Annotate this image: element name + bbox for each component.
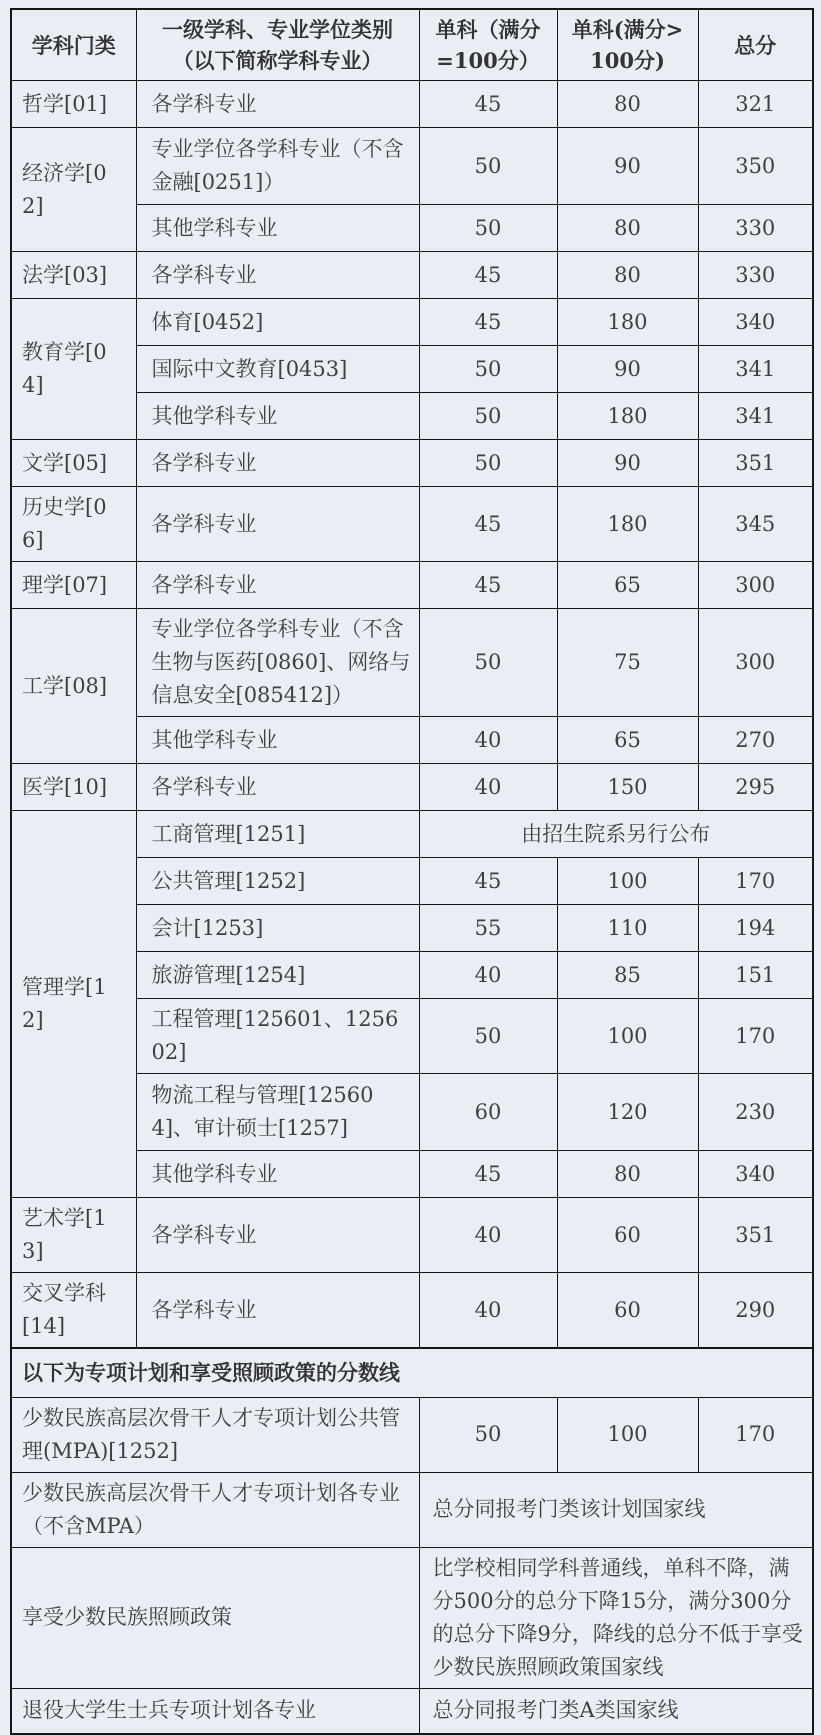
major-cell: 各学科专业 bbox=[136, 252, 419, 299]
score-cell: 65 bbox=[557, 717, 698, 764]
major-cell: 物流工程与管理[125604]、审计硕士[1257] bbox=[136, 1074, 419, 1151]
score-cell: 60 bbox=[419, 1074, 557, 1151]
header-category: 学科门类 bbox=[11, 9, 136, 81]
score-cell: 180 bbox=[557, 299, 698, 346]
total-cell: 230 bbox=[698, 1074, 813, 1151]
table-row bbox=[11, 81, 813, 128]
major-cell: 其他学科专业 bbox=[136, 717, 419, 764]
table-row bbox=[11, 1547, 813, 1688]
major-cell: 各学科专业 bbox=[136, 440, 419, 487]
total-cell: 330 bbox=[698, 205, 813, 252]
major-cell: 工商管理[1251] bbox=[136, 811, 419, 858]
total-cell: 351 bbox=[698, 1198, 813, 1273]
category-cell: 艺术学[13] bbox=[11, 1198, 136, 1273]
category-cell: 工学[08] bbox=[11, 609, 136, 764]
table-row bbox=[11, 128, 813, 205]
score-cell: 50 bbox=[419, 1397, 557, 1472]
total-cell: 300 bbox=[698, 562, 813, 609]
score-cell: 45 bbox=[419, 81, 557, 128]
table-row bbox=[11, 1273, 813, 1349]
major-cell: 各学科专业 bbox=[136, 81, 419, 128]
total-cell: 345 bbox=[698, 487, 813, 562]
table-row bbox=[11, 609, 813, 717]
table-row bbox=[11, 299, 813, 346]
major-cell: 专业学位各学科专业（不含生物与医药[0860]、网络与信息安全[085412]） bbox=[136, 609, 419, 717]
score-cell: 90 bbox=[557, 346, 698, 393]
total-cell: 300 bbox=[698, 609, 813, 717]
score-cell: 45 bbox=[419, 858, 557, 905]
policy-note-cell: 总分同报考门类A类国家线 bbox=[419, 1688, 813, 1734]
score-cell: 50 bbox=[419, 999, 557, 1074]
major-cell: 各学科专业 bbox=[136, 764, 419, 811]
table-row bbox=[11, 1198, 813, 1273]
score-cell: 50 bbox=[419, 205, 557, 252]
header-major: 一级学科、专业学位类别（以下简称学科专业） bbox=[136, 9, 419, 81]
total-cell: 194 bbox=[698, 905, 813, 952]
major-cell: 各学科专业 bbox=[136, 1273, 419, 1349]
table-row bbox=[11, 764, 813, 811]
policy-note-cell: 比学校相同学科普通线，单科不降，满分500分的总分下降15分，满分300分的总分下降9分，降线的总分不低于享受少数民族照顾政策国家线 bbox=[419, 1547, 813, 1688]
header-single-over-100: 单科(满分>100分) bbox=[557, 9, 698, 81]
major-cell: 各学科专业 bbox=[136, 562, 419, 609]
table-row bbox=[11, 1397, 813, 1472]
total-cell: 341 bbox=[698, 346, 813, 393]
major-cell: 各学科专业 bbox=[136, 1198, 419, 1273]
major-cell: 专业学位各学科专业（不含金融[0251]） bbox=[136, 128, 419, 205]
score-cell: 90 bbox=[557, 128, 698, 205]
header-total: 总分 bbox=[698, 9, 813, 81]
score-cell: 110 bbox=[557, 905, 698, 952]
score-cell: 40 bbox=[419, 1273, 557, 1349]
category-cell: 教育学[04] bbox=[11, 299, 136, 440]
score-cell: 50 bbox=[419, 128, 557, 205]
table-row bbox=[11, 1688, 813, 1734]
category-cell: 法学[03] bbox=[11, 252, 136, 299]
score-cell: 120 bbox=[557, 1074, 698, 1151]
special-plan-label: 退役大学生士兵专项计划各专业 bbox=[11, 1688, 419, 1734]
score-cell: 80 bbox=[557, 205, 698, 252]
score-cell: 40 bbox=[419, 1198, 557, 1273]
special-plan-label: 享受少数民族照顾政策 bbox=[11, 1547, 419, 1688]
section-header-row bbox=[11, 1348, 813, 1397]
total-cell: 295 bbox=[698, 764, 813, 811]
category-cell: 医学[10] bbox=[11, 764, 136, 811]
policy-note-cell: 总分同报考门类该计划国家线 bbox=[419, 1472, 813, 1547]
score-cell: 40 bbox=[419, 764, 557, 811]
major-cell: 会计[1253] bbox=[136, 905, 419, 952]
major-cell: 其他学科专业 bbox=[136, 1151, 419, 1198]
score-cell: 180 bbox=[557, 393, 698, 440]
table-row bbox=[11, 487, 813, 562]
score-cell: 45 bbox=[419, 487, 557, 562]
score-cell: 60 bbox=[557, 1273, 698, 1349]
score-cell: 40 bbox=[419, 717, 557, 764]
special-plan-label: 少数民族高层次骨干人才专项计划各专业（不含MPA） bbox=[11, 1472, 419, 1547]
score-cell: 85 bbox=[557, 952, 698, 999]
category-cell: 文学[05] bbox=[11, 440, 136, 487]
total-cell: 270 bbox=[698, 717, 813, 764]
category-cell: 历史学[06] bbox=[11, 487, 136, 562]
score-cell: 50 bbox=[419, 440, 557, 487]
score-cell: 90 bbox=[557, 440, 698, 487]
total-cell: 350 bbox=[698, 128, 813, 205]
score-cell: 50 bbox=[419, 346, 557, 393]
score-cell: 45 bbox=[419, 562, 557, 609]
score-cell: 45 bbox=[419, 299, 557, 346]
total-cell: 290 bbox=[698, 1273, 813, 1349]
score-cell: 60 bbox=[557, 1198, 698, 1273]
score-line-table bbox=[10, 8, 814, 1735]
total-cell: 170 bbox=[698, 1397, 813, 1472]
score-cell: 75 bbox=[557, 609, 698, 717]
major-cell: 公共管理[1252] bbox=[136, 858, 419, 905]
score-cell: 80 bbox=[557, 81, 698, 128]
table-row bbox=[11, 252, 813, 299]
total-cell: 330 bbox=[698, 252, 813, 299]
table-row bbox=[11, 1472, 813, 1547]
total-cell: 151 bbox=[698, 952, 813, 999]
score-cell: 100 bbox=[557, 1397, 698, 1472]
score-cell: 80 bbox=[557, 1151, 698, 1198]
major-cell: 其他学科专业 bbox=[136, 205, 419, 252]
table-header-row bbox=[11, 9, 813, 81]
major-cell: 其他学科专业 bbox=[136, 393, 419, 440]
score-cell: 80 bbox=[557, 252, 698, 299]
score-cell: 150 bbox=[557, 764, 698, 811]
total-cell: 351 bbox=[698, 440, 813, 487]
total-cell: 340 bbox=[698, 299, 813, 346]
table-row bbox=[11, 811, 813, 858]
score-cell: 65 bbox=[557, 562, 698, 609]
category-cell: 经济学[02] bbox=[11, 128, 136, 252]
section-title: 以下为专项计划和享受照顾政策的分数线 bbox=[11, 1348, 813, 1397]
table-row bbox=[11, 440, 813, 487]
score-cell: 45 bbox=[419, 1151, 557, 1198]
score-cell: 100 bbox=[557, 858, 698, 905]
major-cell: 旅游管理[1254] bbox=[136, 952, 419, 999]
score-cell: 100 bbox=[557, 999, 698, 1074]
category-cell: 哲学[01] bbox=[11, 81, 136, 128]
special-plan-label: 少数民族高层次骨干人才专项计划公共管理(MPA)[1252] bbox=[11, 1397, 419, 1472]
category-cell: 管理学[12] bbox=[11, 811, 136, 1198]
score-cell: 40 bbox=[419, 952, 557, 999]
total-cell: 340 bbox=[698, 1151, 813, 1198]
header-single-100: 单科（满分=100分） bbox=[419, 9, 557, 81]
major-cell: 工程管理[125601、125602] bbox=[136, 999, 419, 1074]
category-cell: 交叉学科[14] bbox=[11, 1273, 136, 1349]
total-cell: 170 bbox=[698, 858, 813, 905]
merged-note-cell: 由招生院系另行公布 bbox=[419, 811, 813, 858]
total-cell: 341 bbox=[698, 393, 813, 440]
score-cell: 50 bbox=[419, 393, 557, 440]
major-cell: 国际中文教育[0453] bbox=[136, 346, 419, 393]
table-row bbox=[11, 562, 813, 609]
score-cell: 180 bbox=[557, 487, 698, 562]
total-cell: 321 bbox=[698, 81, 813, 128]
score-cell: 55 bbox=[419, 905, 557, 952]
category-cell: 理学[07] bbox=[11, 562, 136, 609]
score-cell: 50 bbox=[419, 609, 557, 717]
major-cell: 体育[0452] bbox=[136, 299, 419, 346]
major-cell: 各学科专业 bbox=[136, 487, 419, 562]
total-cell: 170 bbox=[698, 999, 813, 1074]
score-cell: 45 bbox=[419, 252, 557, 299]
